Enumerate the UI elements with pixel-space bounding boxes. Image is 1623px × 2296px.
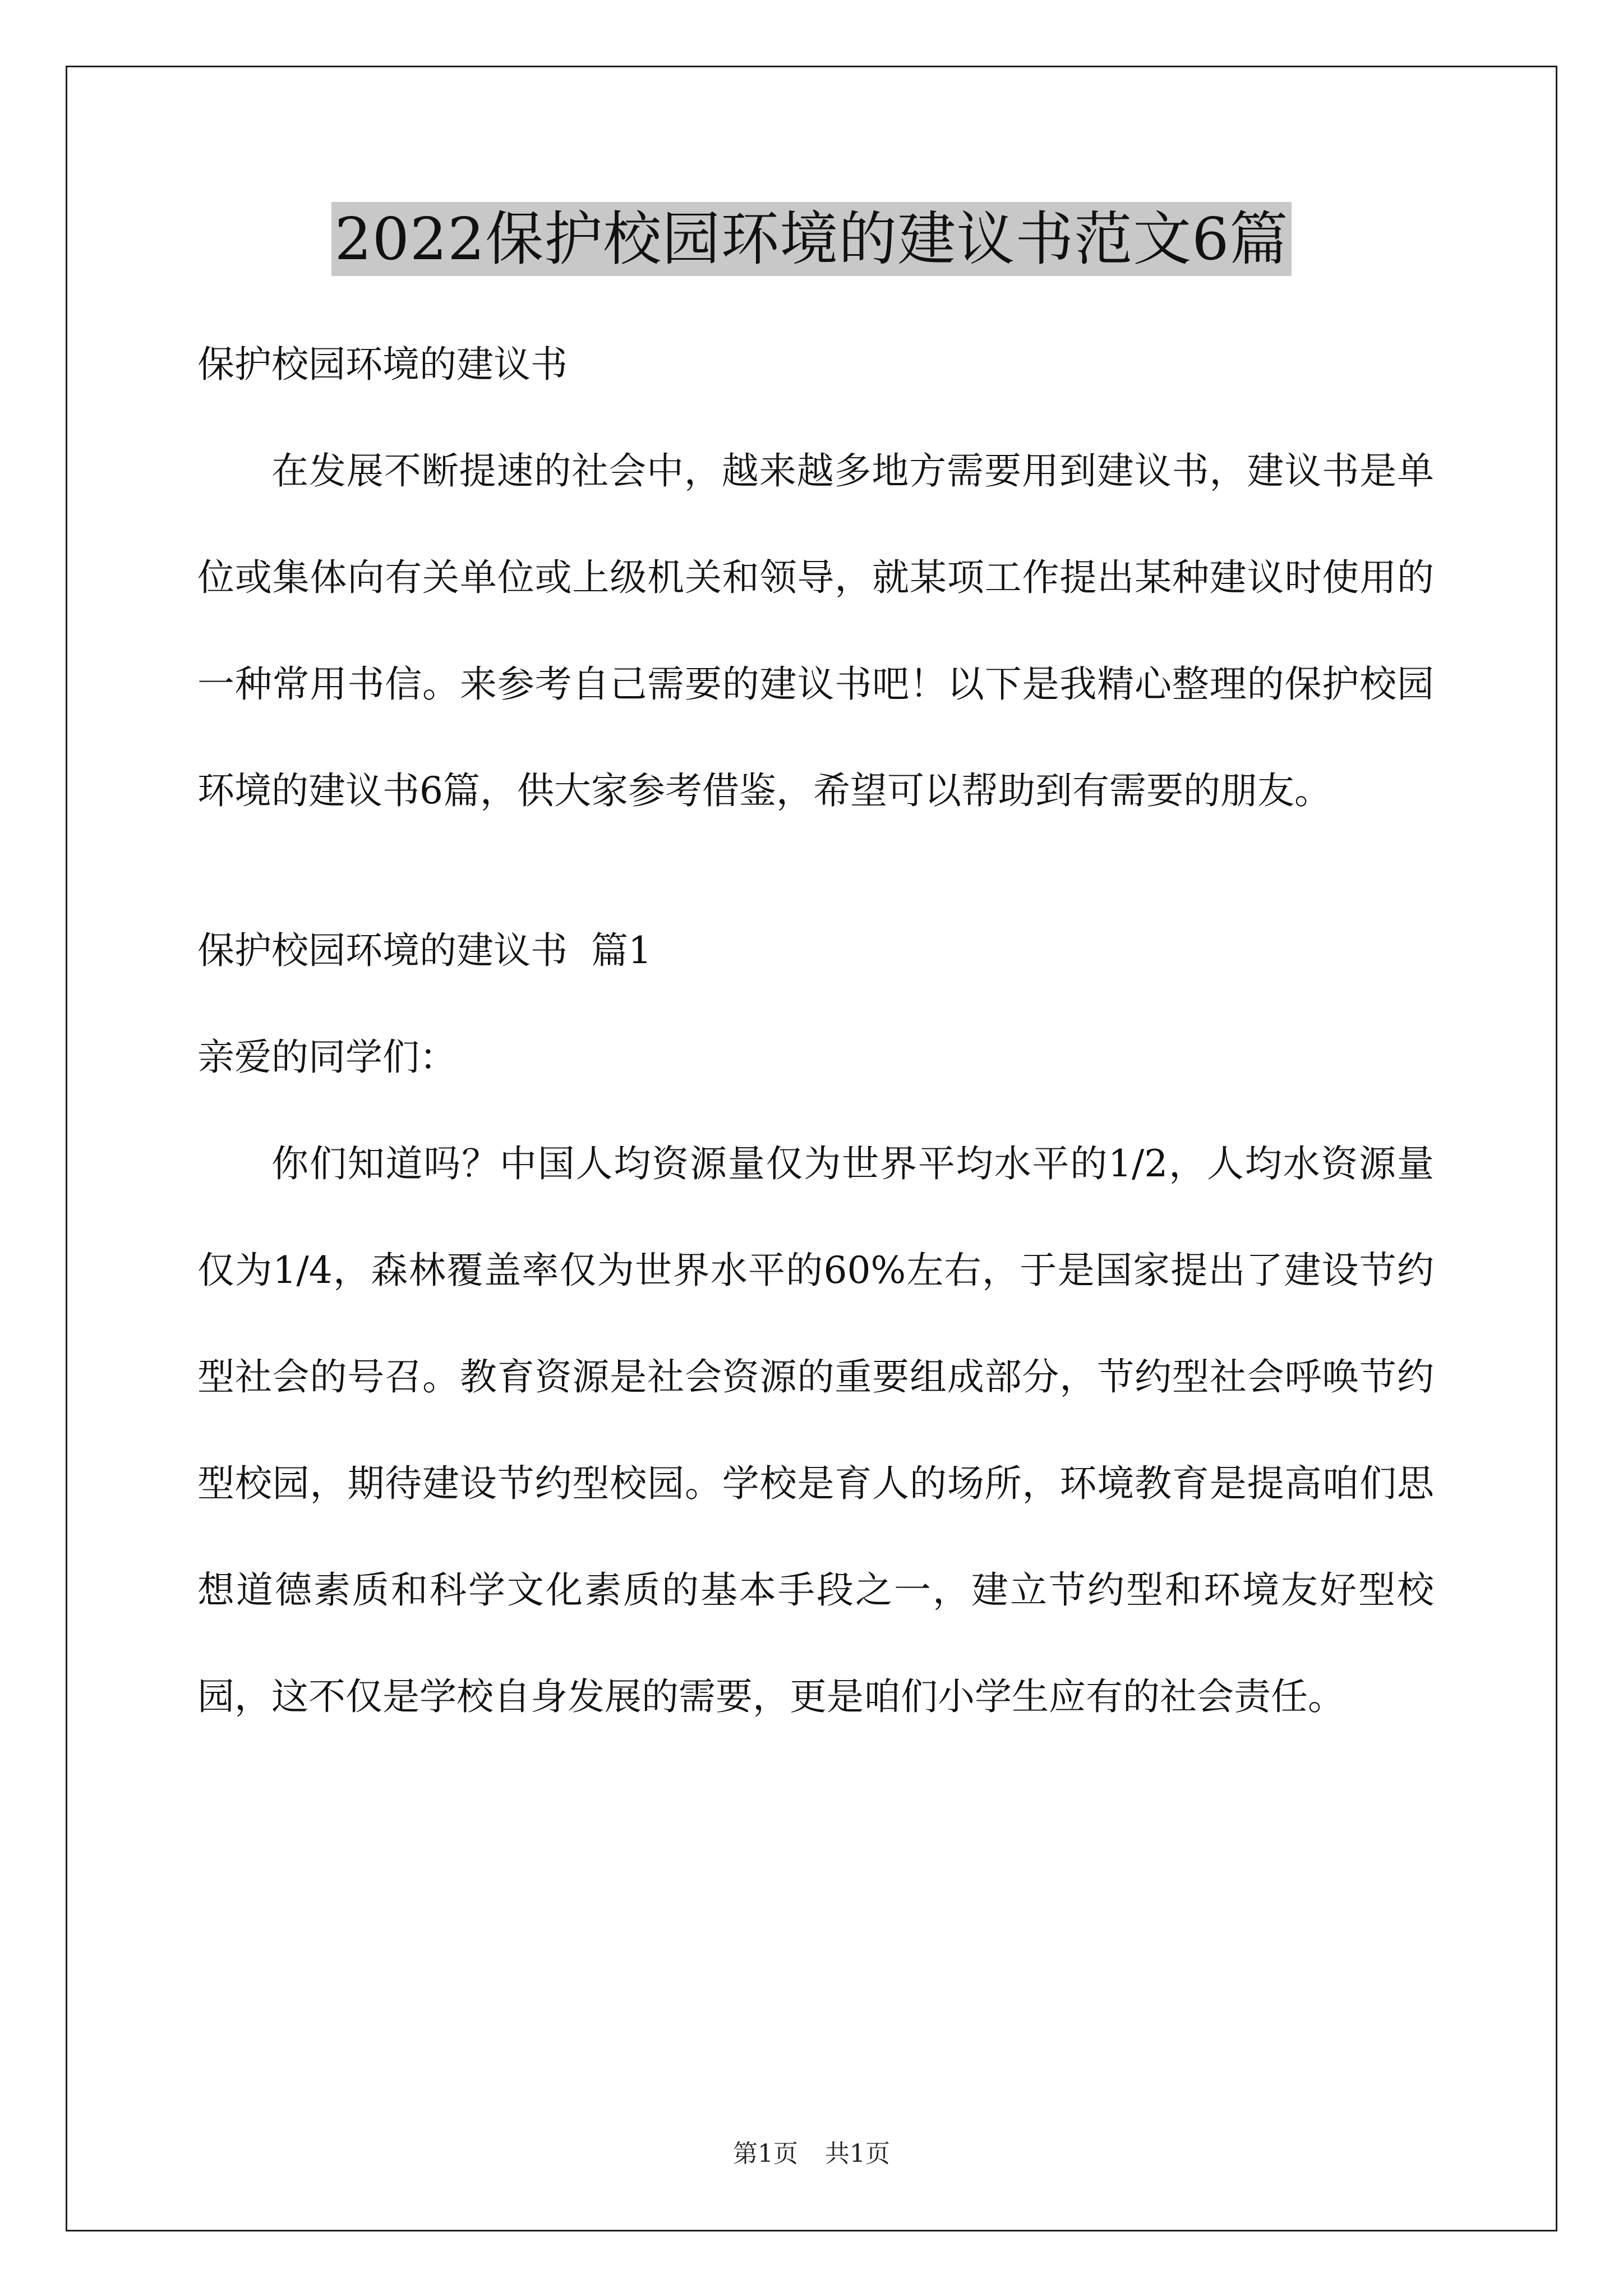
document-title: 2022保护校园环境的建议书范文6篇	[331, 202, 1292, 276]
salutation: 亲爱的同学们：	[197, 1036, 457, 1079]
title-container	[0, 202, 1623, 276]
section-spacer	[197, 844, 1434, 898]
intro-heading: 保护校园环境的建议书	[197, 343, 568, 386]
page-total: 共1页	[825, 2139, 890, 2168]
document-body	[197, 311, 1434, 1750]
page-number: 第1页	[733, 2139, 798, 2168]
section-1-paragraph: 你们知道吗？中国人均资源量仅为世界平均水平的1/2，人均水资源量仅为1/4，森林覆盖率仅为世界水平的60%左右，于是国家提出了建设节约型社会的号召。教育资源是社会资源的重要组成部分，节约型社会呼唤节约型校园，期待建设节约型校园。学校是育人的场所，环境教育是提高咱们思想道德素质和科学文化素质的基本手段之一，建立节约型和环境友好型校园，这不仅是学校自身发展的需要，更是咱们小学生应有的社会责任。	[197, 1142, 1434, 1718]
intro-paragraph: 在发展不断提速的社会中，越来越多地方需要用到建议书，建议书是单位或集体向有关单位或上级机关和领导，就某项工作提出某种建议时使用的一种常用书信。来参考自己需要的建议书吧！以下是我精心整理的保护校园环境的建议书6篇，供大家参考借鉴，希望可以帮助到有需要的朋友。	[197, 449, 1434, 812]
page-footer	[0, 2137, 1623, 2171]
section-1-heading: 保护校园环境的建议书 篇1	[197, 929, 652, 972]
